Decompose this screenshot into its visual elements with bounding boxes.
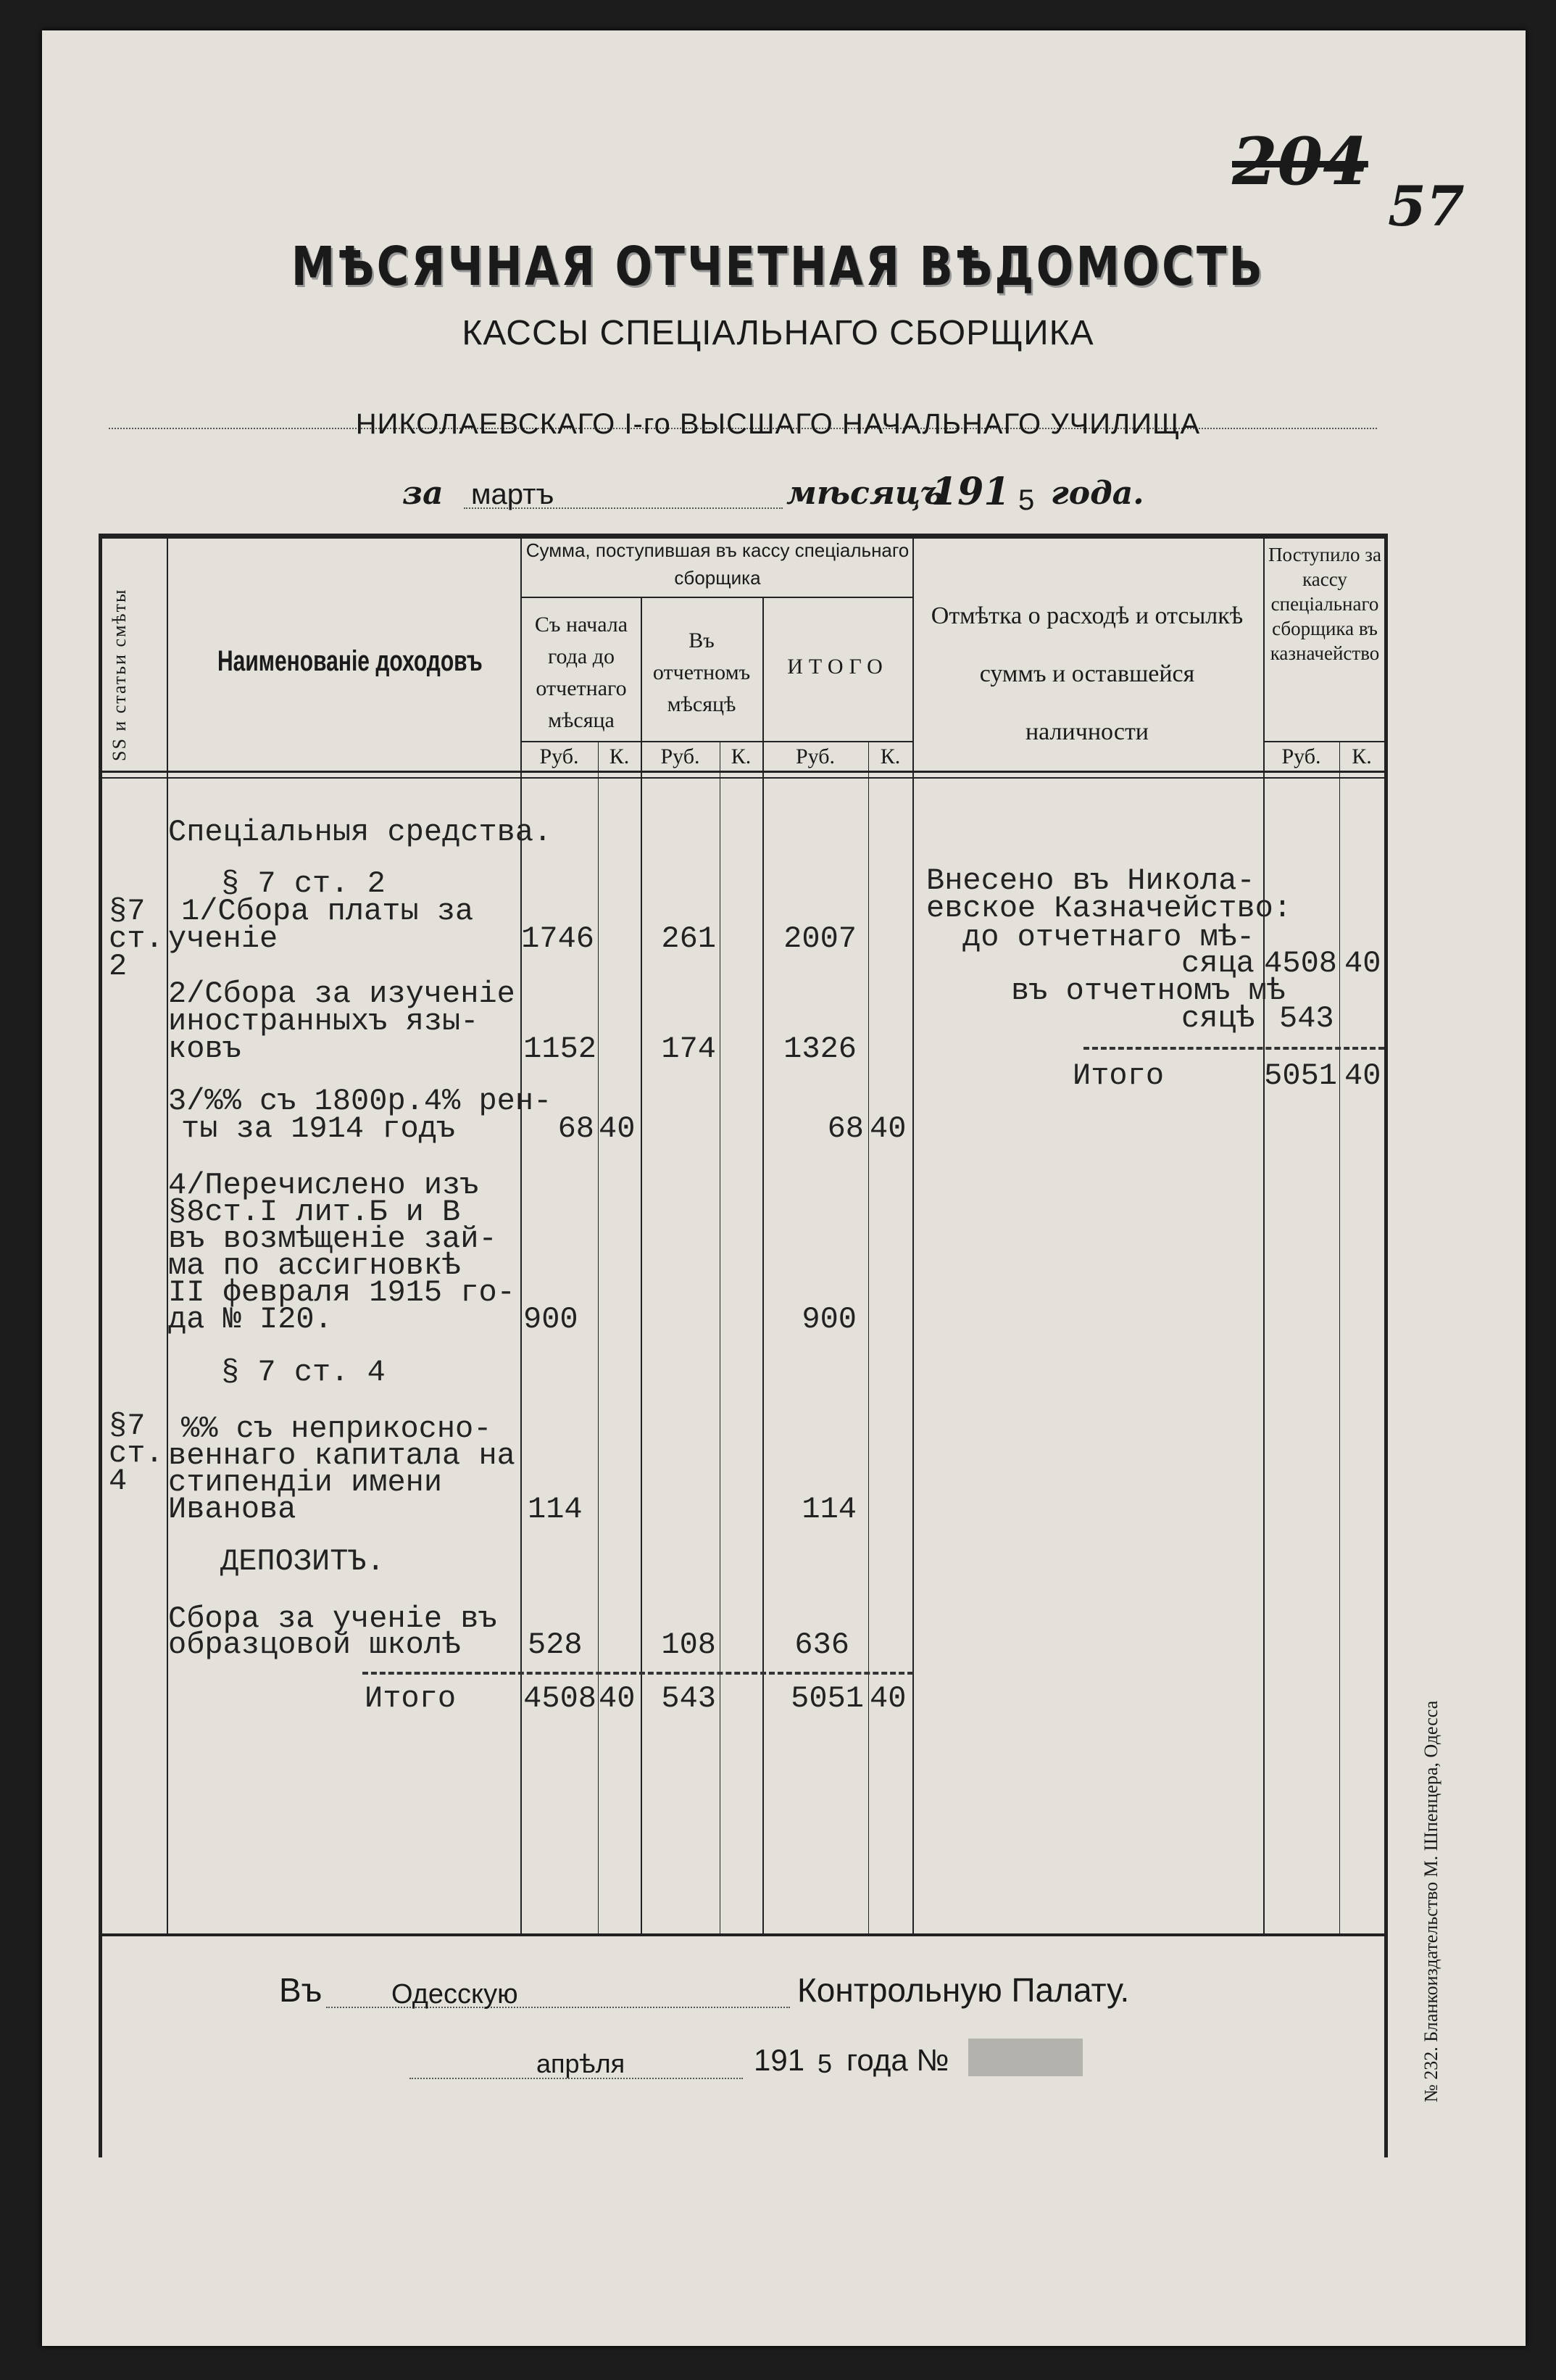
amount-cell: 900 <box>802 1302 857 1337</box>
note-line: сяца <box>1181 946 1255 981</box>
period-suffix: года. <box>1051 475 1144 512</box>
footer-chamber: Контрольную Палату. <box>797 1971 1130 2009</box>
header-kop: К. <box>609 745 630 768</box>
document-subtitle: КАССЫ СПЕЦІАЛЬНАГО СБОРЩИКА <box>462 314 1094 352</box>
amount-cell: 174 <box>661 1032 716 1066</box>
total-label: Итого <box>365 1681 457 1716</box>
header-rub: Руб. <box>1281 745 1321 768</box>
sheet-number: 57 <box>1388 174 1465 239</box>
income-item-1: 1/Сбора платы за <box>181 894 474 929</box>
total-cell: 5051 <box>791 1681 864 1716</box>
amount-cell: 2007 <box>783 921 857 956</box>
total-cell: 40 <box>870 1681 907 1716</box>
printer-imprint: № 232. Бланкоиздательство М. Шпенцера, Одесса <box>1420 1700 1441 2102</box>
income-item-4: въ возмѣщеніе зай- <box>168 1222 497 1256</box>
header-rub: Руб. <box>539 745 579 768</box>
period-prefix: за <box>402 475 444 512</box>
section-deposit: ДЕПОЗИТЪ. <box>220 1544 385 1579</box>
header-note: Отмѣтка о расходѣ и отсылкѣ суммъ и оставшейся наличности <box>931 602 1244 745</box>
total-divider <box>362 1672 913 1675</box>
amount-cell: 108 <box>661 1628 716 1662</box>
treasury-cell: 40 <box>1344 1058 1381 1093</box>
amount-cell: 114 <box>802 1492 857 1527</box>
total-cell: 543 <box>661 1681 716 1716</box>
header-treasury: Поступило за кассу спеціальнаго сборщика въ казначейство <box>1268 544 1381 664</box>
income-item-1: ученіе <box>168 921 278 956</box>
period-year: 191 <box>931 470 1010 514</box>
treasury-cell: 40 <box>1344 946 1381 981</box>
header-rub: Руб. <box>795 745 836 768</box>
income-item-2: 2/Сбора за изученіе <box>168 977 515 1011</box>
paragraph-heading: § 7 ст. 4 <box>221 1355 386 1390</box>
amount-cell: 114 <box>528 1492 583 1527</box>
income-item-2: ковъ <box>168 1032 241 1066</box>
redacted-number-box <box>968 2039 1083 2076</box>
income-item-2: иностранныхъ язы- <box>168 1004 479 1039</box>
note-line: сяцѣ <box>1181 1001 1255 1036</box>
amount-cell: 1152 <box>523 1032 596 1066</box>
footer-year-word: года № <box>846 2043 949 2077</box>
income-item-5: %% съ неприкосно- <box>181 1411 492 1446</box>
amount-cell: 1746 <box>521 921 594 956</box>
period-month-word: мѣсяцъ <box>786 475 944 512</box>
total-cell: 4508 <box>523 1681 596 1716</box>
note-line: до отчетнаго мѣ- <box>962 920 1255 955</box>
header-kop: К. <box>880 745 901 768</box>
income-item-6: образцовой школѣ <box>168 1628 461 1662</box>
amount-cell: 68 <box>557 1111 594 1146</box>
article-ref: ст. <box>109 921 164 956</box>
income-item-4: ма по ассигновкѣ <box>168 1248 461 1283</box>
article-ref: ст. <box>109 1436 164 1471</box>
total-cell: 40 <box>599 1681 636 1716</box>
amount-cell: 40 <box>870 1111 907 1146</box>
header-income-name: Наименованіе доходовъ <box>217 645 483 677</box>
treasury-cell: 5051 <box>1264 1058 1337 1093</box>
footer-year: 191 <box>754 2043 805 2077</box>
income-item-4: 4/Перечислено изъ <box>168 1168 479 1203</box>
note-line: Внесено въ Никола- <box>926 863 1255 898</box>
note-line: въ отчетномъ мѣ <box>1011 974 1286 1008</box>
header-from-start: Съ начала года до отчетнаго мѣсяца <box>534 613 628 732</box>
footer-to: Въ <box>279 1971 323 2009</box>
header-rub: Руб. <box>660 745 700 768</box>
income-item-3: 3/%% съ 1800р.4% рен- <box>168 1084 552 1119</box>
note-line: Итого <box>1073 1058 1165 1093</box>
period-month: мартъ <box>471 478 554 510</box>
header-total: ИТОГО <box>787 655 889 679</box>
treasury-cell: 4508 <box>1264 946 1337 981</box>
income-item-4: §8ст.I лит.Б и В <box>168 1195 461 1230</box>
treasury-cell: 543 <box>1279 1001 1334 1036</box>
article-ref: 4 <box>109 1464 128 1498</box>
header-in-month: Въ отчетномъ мѣсяцѣ <box>652 629 751 716</box>
header-sum-group: Сумма, поступившая въ кассу спеціальнаго сборщика <box>525 539 910 589</box>
paragraph-heading: § 7 ст. 2 <box>221 866 386 901</box>
period-year-digit: 5 <box>1018 484 1035 516</box>
footer-month: апрѣля <box>536 2049 625 2078</box>
school-name: НИКОЛАЕВСКАГО I-го ВЫСШАГО НАЧАЛЬНАГО УЧИЛИЩА <box>355 408 1201 440</box>
amount-cell: 40 <box>599 1111 636 1146</box>
document-title: МѢСЯЧНАЯ ОТЧЕТНАЯ ВѢДОМОСТЬ <box>291 236 1265 298</box>
income-item-5: Иванова <box>168 1492 296 1527</box>
section-special: Спеціальныя средства. <box>168 815 552 850</box>
footer-year-digit: 5 <box>817 2049 833 2078</box>
article-ref: 2 <box>109 949 128 984</box>
amount-cell: 68 <box>827 1111 864 1146</box>
income-item-3: ты за 1914 годъ <box>181 1111 456 1146</box>
amount-cell: 636 <box>794 1628 849 1662</box>
note-divider <box>1083 1047 1384 1050</box>
amount-cell: 900 <box>523 1302 578 1337</box>
footer-chamber-name: Одесскую <box>391 1979 518 2010</box>
amount-cell: 261 <box>661 921 716 956</box>
income-item-5: веннаго капитала на <box>168 1438 515 1473</box>
article-ref: §7 <box>109 1409 146 1443</box>
income-item-5: стипендіи имени <box>168 1465 443 1500</box>
income-item-4: да № I20. <box>168 1302 333 1337</box>
income-item-4: II февраля 1915 го- <box>168 1275 515 1310</box>
amount-cell: 528 <box>528 1628 583 1662</box>
header-article: SS и статьи смѣты <box>109 588 130 761</box>
article-ref: §7 <box>109 894 146 929</box>
crossed-number: 204 <box>1232 123 1368 200</box>
income-item-6: Сбора за ученіе въ <box>168 1601 497 1636</box>
header-kop: К. <box>1352 745 1372 768</box>
amount-cell: 1326 <box>783 1032 857 1066</box>
note-line: евское Казначейство: <box>926 891 1292 926</box>
header-kop: К. <box>731 745 752 768</box>
